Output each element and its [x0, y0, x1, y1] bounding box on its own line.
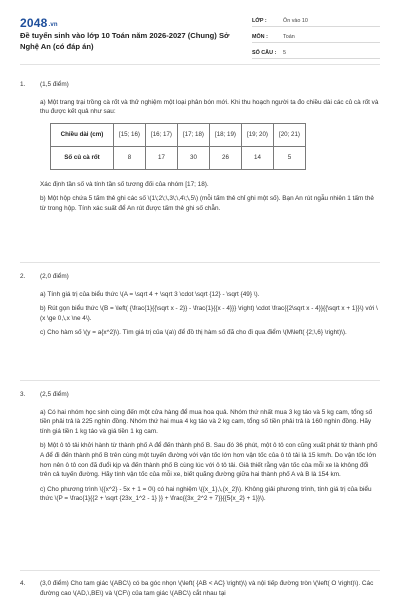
question-part-a: a) Có hai nhóm học sinh cùng đến một cửa hàng để mua hoa quả. Nhóm thứ nhất mua 3 kg táo và 5 kg cam, tổng số tiền phải trả là 225 nghìn đồng. Nhóm thứ hai mua 4 kg táo và 2 kg cam, tổng số tiền phải trả là 160 nghìn đồng. Hãy tính giá tiền 1 kg táo và giá tiền 1 kg cam.: [40, 408, 373, 435]
question-number: 1.: [20, 81, 26, 88]
frequency-table: [50, 123, 306, 170]
meta-value: Ôn vào 10: [283, 18, 308, 24]
meta-row-class: [252, 16, 380, 27]
question-body: [40, 579, 380, 603]
meta-row-count: [252, 48, 380, 59]
table-header-cell: Chiều dài (cm): [51, 123, 114, 146]
question-part-a: a) Một trang trại trồng cà rốt và thử nghiệm một loại phân bón mới. Khi thu hoạch người ta đo chiều dài các củ cà rốt và thu được kết quả như sau:: [40, 98, 379, 116]
question-score: (2,0 điểm): [40, 273, 69, 280]
question-part-b: b) Một ô tô tải khởi hành từ thành phố A để đến thành phố B. Sau đó 36 phút, một ô tô con cũng xuất phát từ thành phố A để đi đến thành phố B trên cùng một tuyến đường với vận tốc lớn hơn vận tốc của ô tô tải là 15 km/h. Do vận tốc lớn hơn nên ô tô con đã đuổi kịp và đến thành phố B cùng lúc với ô tô tải. Giả thiết rằng vận tốc của mỗi xe là không đổi trên cả tuyến đường. Hãy tính vận tốc của mỗi xe, biết quãng đường giữa hai thành phố A và B là 154 km.: [40, 442, 378, 479]
question-body: [40, 272, 380, 343]
question-number: 2.: [20, 273, 26, 280]
site-logo[interactable]: [20, 16, 58, 30]
question-body: [40, 80, 380, 219]
question-number: 4.: [20, 580, 26, 587]
question-part-c: c) Cho hàm số \(y = a{x^2}\). Tìm giá trị của \(a\) để đồ thị hàm số đã cho đi qua điểm \(M\left( {2;\,6} \right)\).: [40, 329, 347, 337]
question-divider: [20, 570, 380, 571]
question-part-c: c) Cho phương trình \({x^2} - 5x + 1 = 0\) có hai nghiệm \({x_1},\,{x_2}\). Không giải phương trình, tính giá trị của biểu thức \(P = \frac{1}{{2 + \sqrt {23x_1^2 - 1} }} + \frac{{3x_2^2 + 7}}{{5{x_2} + 1}}\).: [40, 485, 372, 503]
table-cell: 17: [146, 146, 178, 169]
table-cell: [17; 18): [178, 123, 210, 146]
meta-key: MÔN :: [252, 34, 268, 40]
table-cell: [19; 20): [242, 123, 274, 146]
logo-tld: .vn: [48, 22, 58, 28]
question-divider: [20, 380, 380, 381]
table-cell: [20; 21): [274, 123, 306, 146]
question-part-b: b) Rút gọn biểu thức \(B = \left( {\frac{1}{{\sqrt x - 2}} - \frac{1}{{x - 4}}} \right) \cdot \frac{{2\sqrt x - 4}}{{\sqrt x + 1}}\) với \(x \ge 0,\,x \ne 4\).: [40, 305, 378, 322]
table-cell: 14: [242, 146, 274, 169]
table-cell: 30: [178, 146, 210, 169]
meta-value: 5: [283, 50, 286, 56]
table-row: [51, 146, 306, 169]
question-body: [40, 390, 380, 509]
header-divider: [20, 64, 380, 65]
question-score: (1,5 điểm): [40, 81, 69, 88]
question-divider: [20, 262, 380, 263]
question-score: (2,5 điểm): [40, 391, 69, 398]
table-cell: [15; 16): [114, 123, 146, 146]
meta-row-subject: [252, 32, 380, 43]
meta-key: SỐ CÂU :: [252, 50, 277, 56]
logo-text: 2048: [20, 16, 48, 30]
question-part-b: b) Một hộp chứa 5 tấm thẻ ghi các số \(1\;2\;\,3\;\,4\;\,5\) (mỗi tấm thẻ chỉ ghi một số). Bạn An rút ngẫu nhiên 1 tấm thẻ từ trong hộp. Tính xác suất để An rút được tấm thẻ ghi số chẵn.: [40, 195, 374, 212]
question-number: 3.: [20, 391, 26, 398]
table-row: [51, 123, 306, 146]
table-cell: [16; 17): [146, 123, 178, 146]
table-cell: 26: [210, 146, 242, 169]
question-text: (3,0 điểm) Cho tam giác \(ABC\) có ba góc nhọn \(\left( {AB < AC} \right)\) và nội tiếp đường tròn \(\left( O \right)\). Các đường cao \(AD,\,BE\) và \(CF\) của tam giác \(ABC\) cắt nhau tại: [40, 580, 374, 597]
question-part-a: a) Tính giá trị của biểu thức \(A = \sqrt 4 + \sqrt 3 \cdot \sqrt {12} - \sqrt {49} \).: [40, 290, 260, 298]
table-header-cell: Số củ cà rốt: [51, 146, 114, 169]
meta-value: Toán: [283, 34, 295, 40]
table-cell: 5: [274, 146, 306, 169]
table-cell: [18; 19): [210, 123, 242, 146]
meta-key: LỚP :: [252, 18, 267, 24]
question-part-a-task: Xác định tần số và tính tần số tương đối của nhóm [17; 18).: [40, 180, 209, 188]
table-cell: 8: [114, 146, 146, 169]
exam-meta: [252, 16, 380, 64]
exam-title: Đề tuyển sinh vào lớp 10 Toán năm 2026-2027 (Chung) Sở Nghệ An (có đáp án): [20, 31, 230, 51]
